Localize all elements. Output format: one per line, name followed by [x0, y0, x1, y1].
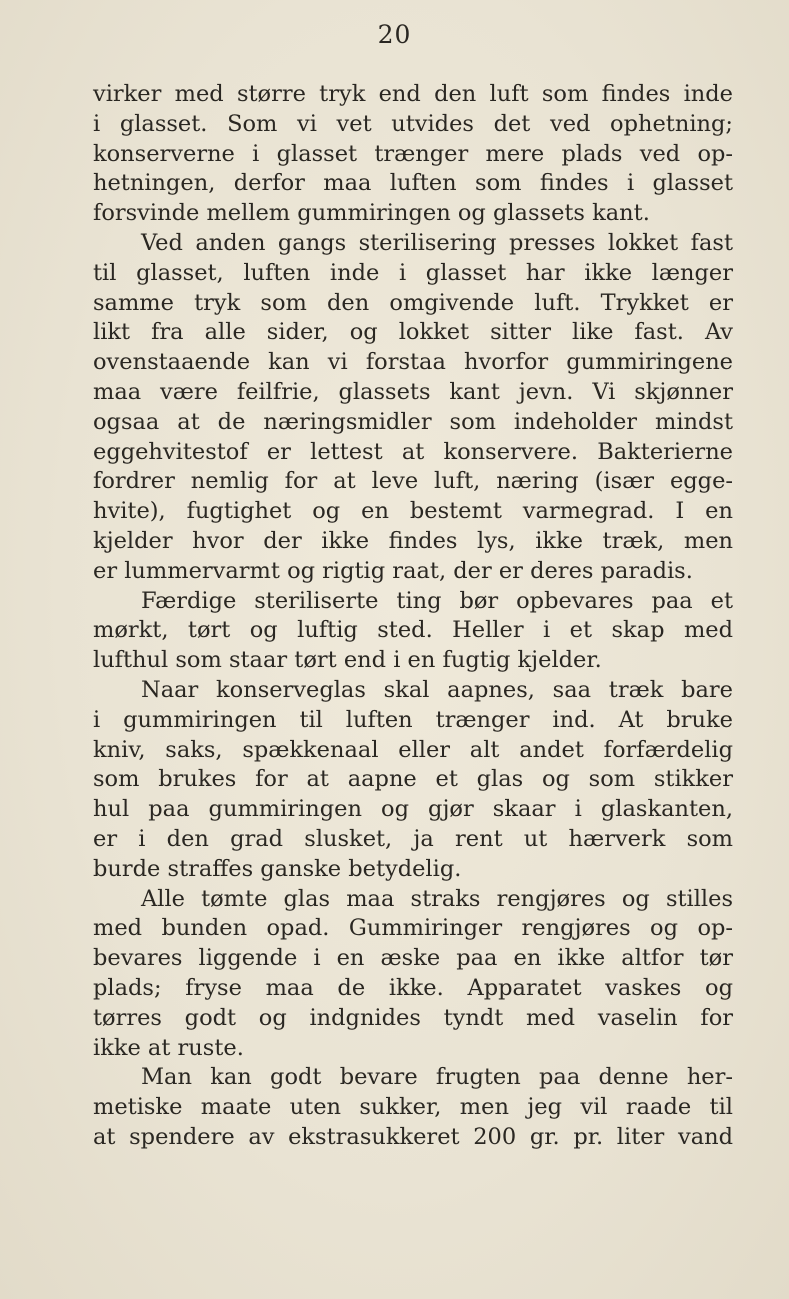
text-line: med bunden opad. Gummiringer rengjøres og op- [93, 915, 733, 942]
text-line: kjelder hvor der ikke findes lys, ikke træk, men [93, 527, 733, 554]
text-line: plads; fryse maa de ikke. Apparatet vaskes og [93, 974, 733, 1001]
paragraph [93, 587, 733, 676]
text-line: i gummiringen til luften trænger ind. At bruke [93, 706, 733, 733]
text-line: hvite), fugtighet og en bestemt varmegrad. I en [93, 498, 733, 525]
text-line: hetningen, derfor maa luften som findes i glasset [93, 170, 733, 197]
text-line: bevares liggende i en æske paa en ikke altfor tør [93, 945, 733, 972]
paragraph [93, 1063, 733, 1152]
paragraph [93, 676, 733, 885]
text-line: som brukes for at aapne et glas og som stikker [93, 766, 733, 793]
text-line: hul paa gummiringen og gjør skaar i glaskanten, [93, 796, 733, 823]
text-line: er i den grad slusket, ja rent ut hærverk som [93, 825, 733, 852]
text-line: til glasset, luften inde i glasset har ikke længer [93, 259, 733, 286]
text-line: forsvinde mellem gummiringen og glassets kant. [93, 200, 650, 227]
paragraph [93, 885, 733, 1064]
text-line: Naar konserveglas skal aapnes, saa træk bare [141, 676, 733, 703]
text-line: metiske maate uten sukker, men jeg vil raade til [93, 1094, 733, 1121]
text-line: Ved anden gangs sterilisering presses lokket fast [141, 229, 733, 256]
text-line: lufthul som staar tørt end i en fugtig kjelder. [93, 647, 602, 674]
text-line: konserverne i glasset trænger mere plads ved op- [93, 140, 733, 167]
text-line: ovenstaaende kan vi forstaa hvorfor gummiringene [93, 349, 733, 376]
text-line: er lummervarmt og rigtig raat, der er deres paradis. [93, 557, 693, 584]
text-line: burde straffes ganske betydelig. [93, 855, 462, 882]
paragraph [93, 229, 733, 587]
text-line: ogsaa at de næringsmidler som indeholder mindst [93, 408, 733, 435]
text-line: mørkt, tørt og luftig sted. Heller i et skap med [93, 617, 733, 644]
text-line: Færdige steriliserte ting bør opbevares paa et [141, 587, 733, 614]
text-line: Alle tømte glas maa straks rengjøres og stilles [141, 885, 733, 912]
text-line: kniv, saks, spækkenaal eller alt andet forfærdelig [93, 736, 733, 763]
paragraph [93, 80, 733, 229]
text-line: i glasset. Som vi vet utvides det ved ophetning; [93, 110, 733, 137]
text-line: tørres godt og indgnides tyndt med vaselin for [93, 1004, 733, 1031]
text-line: ikke at ruste. [93, 1034, 244, 1061]
text-line: virker med større tryk end den luft som findes inde [93, 81, 733, 107]
text-line: at spendere av ekstrasukkeret 200 gr. pr. liter vand [93, 1123, 733, 1150]
text-line: likt fra alle sider, og lokket sitter like fast. Av [93, 319, 733, 346]
text-line: fordrer nemlig for at leve luft, næring (især egge- [93, 468, 733, 495]
body-text [93, 80, 733, 1153]
text-line: samme tryk som den omgivende luft. Trykket er [93, 289, 733, 316]
text-line: eggehvitestof er lettest at konservere. Bakterierne [93, 438, 733, 465]
page-number: 20 [377, 20, 412, 49]
text-line: maa være feilfrie, glassets kant jevn. Vi skjønner [93, 378, 733, 405]
text-line: Man kan godt bevare frugten paa denne her- [141, 1064, 733, 1091]
